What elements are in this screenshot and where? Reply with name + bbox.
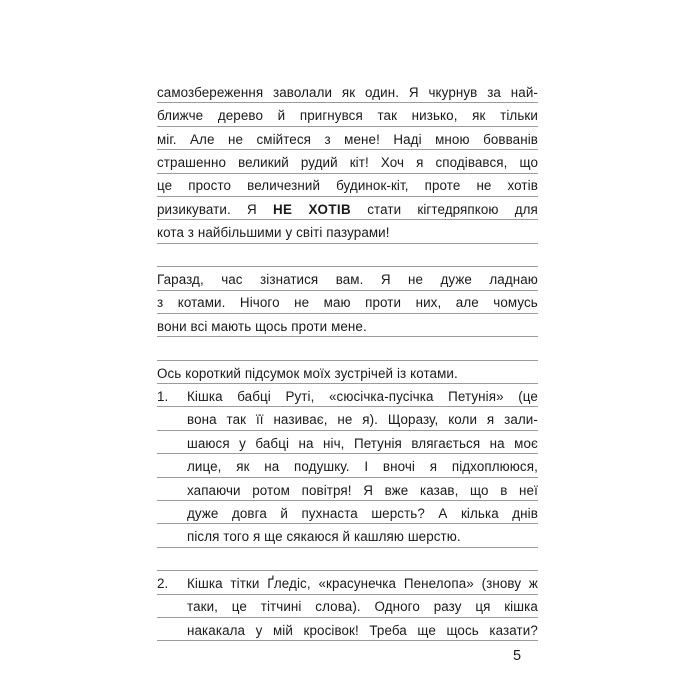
word: так xyxy=(377,108,398,124)
word: кота з найбільшими у світі пазурами! xyxy=(157,225,390,241)
word: Кішка xyxy=(187,576,223,592)
word: самозбереження xyxy=(157,84,264,100)
word: зізнатися xyxy=(260,272,319,288)
word: кіт! xyxy=(349,155,369,171)
word: дуже xyxy=(187,505,219,521)
word: Я xyxy=(408,84,419,100)
word: кілька xyxy=(460,505,499,521)
word: повітря! xyxy=(301,482,352,498)
word: як xyxy=(341,84,356,100)
word: Наді xyxy=(393,131,422,147)
line-text xyxy=(187,413,538,427)
word: влягається xyxy=(411,435,481,451)
text-line xyxy=(157,291,538,314)
word: казати? xyxy=(489,622,538,638)
text-line xyxy=(157,150,538,173)
text-line xyxy=(157,384,538,407)
word: заволали xyxy=(273,84,333,100)
line-text xyxy=(187,624,538,638)
text-line xyxy=(157,314,538,337)
word: це xyxy=(157,178,173,194)
word: Я xyxy=(363,482,374,498)
word: ротом xyxy=(252,482,290,498)
text-line xyxy=(157,267,538,290)
word: так xyxy=(226,412,247,428)
text-line xyxy=(157,478,538,501)
word: просто xyxy=(188,178,232,194)
word: бабці xyxy=(255,435,290,451)
word: дерево xyxy=(217,108,263,124)
word: вони всі мають щось проти мене. xyxy=(157,318,367,334)
word: неї xyxy=(519,482,538,498)
word: (це xyxy=(518,388,538,404)
line-text xyxy=(187,460,538,474)
word: вона xyxy=(187,412,217,428)
word: ще xyxy=(417,622,436,638)
word: не xyxy=(294,295,310,311)
word: смійтеся xyxy=(256,131,312,147)
word: низько, xyxy=(411,108,458,124)
emphasized-text: НЕ xyxy=(272,201,293,217)
word: не xyxy=(408,272,424,288)
line-text xyxy=(157,156,538,170)
line-text xyxy=(187,507,538,521)
word: підхоплююся, xyxy=(451,459,538,475)
word: на xyxy=(489,435,505,451)
line-text xyxy=(157,296,538,310)
line-text xyxy=(157,226,538,240)
word: з xyxy=(157,295,164,311)
word: Одного xyxy=(374,599,420,615)
page-number: 5 xyxy=(512,648,522,664)
word: на xyxy=(298,435,314,451)
line-text xyxy=(157,320,538,334)
list-marker: 2. xyxy=(157,576,169,592)
word: шерсть? xyxy=(371,505,425,521)
word: не xyxy=(476,178,492,194)
word: подушку. xyxy=(294,459,350,475)
word: один. xyxy=(365,84,400,100)
word: й xyxy=(277,108,286,124)
word: після того я ще сякаюся й кашляю шерстю. xyxy=(187,529,461,545)
word: я xyxy=(429,459,438,475)
word: що xyxy=(470,482,489,498)
word: А xyxy=(438,505,448,521)
page-text-body xyxy=(157,80,538,641)
word: них, xyxy=(415,295,442,311)
blank-ruled-line xyxy=(157,244,538,267)
line-text xyxy=(157,109,538,123)
line-text xyxy=(187,437,538,451)
word: як xyxy=(472,108,486,124)
word: страшенно xyxy=(157,155,227,171)
word: я xyxy=(416,155,424,171)
word: будинок-кіт, xyxy=(336,178,409,194)
word: Нічого xyxy=(239,295,280,311)
word: довга xyxy=(231,505,267,521)
word: мене! xyxy=(344,131,380,147)
word: Я xyxy=(246,201,257,217)
word: проти xyxy=(365,295,402,311)
word: Ось короткий підсумок моїх зустрічей із котами. xyxy=(157,365,458,381)
word: у xyxy=(255,622,263,638)
word: Хоч xyxy=(380,155,405,171)
word: мій xyxy=(273,622,293,638)
text-line xyxy=(157,197,538,220)
word: тільки xyxy=(500,108,538,124)
word: в xyxy=(500,482,508,498)
word: лице, xyxy=(187,459,222,475)
word: котами. xyxy=(177,295,226,311)
line-text xyxy=(157,86,538,100)
line-text xyxy=(187,530,538,544)
word: не xyxy=(337,412,353,428)
word: Гаразд, xyxy=(157,272,204,288)
text-line xyxy=(157,524,538,547)
emphasized-text: ХОТІВ xyxy=(308,201,352,217)
word: Петунія xyxy=(353,435,402,451)
word: Треба xyxy=(369,622,407,638)
word: у xyxy=(239,435,246,451)
text-line xyxy=(157,431,538,454)
word: з xyxy=(324,131,331,147)
word: накакала xyxy=(187,622,246,638)
blank-ruled-line xyxy=(157,548,538,571)
word: Руті, xyxy=(285,388,315,404)
word: кросівок! xyxy=(303,622,359,638)
line-text xyxy=(157,367,538,381)
word: бабці xyxy=(237,388,271,404)
word: й xyxy=(280,505,288,521)
text-line xyxy=(157,618,538,641)
text-line xyxy=(157,80,538,103)
text-line xyxy=(157,174,538,197)
word: вночі xyxy=(382,459,416,475)
word: Петунія» xyxy=(448,388,504,404)
text-line xyxy=(157,407,538,430)
word: Ґледіс, xyxy=(267,576,311,592)
word: стати xyxy=(367,201,402,217)
word: разу xyxy=(433,599,462,615)
line-text xyxy=(157,133,538,147)
word: маю xyxy=(323,295,351,311)
text-line xyxy=(157,501,538,524)
word: хапаючи xyxy=(187,482,241,498)
word: рудий xyxy=(300,155,338,171)
text-line xyxy=(157,571,538,594)
text-line xyxy=(157,361,538,384)
word: хотів xyxy=(507,178,538,194)
word: Щоразу, xyxy=(387,412,439,428)
word: кігтедряпкою xyxy=(417,201,499,217)
word: але xyxy=(455,295,479,311)
word: сподівався, xyxy=(435,155,508,171)
text-line xyxy=(157,595,538,618)
word: дуже xyxy=(440,272,472,288)
line-text xyxy=(157,273,538,287)
word: щось xyxy=(446,622,479,638)
word: я). xyxy=(362,412,378,428)
text-line xyxy=(157,127,538,150)
word: її xyxy=(255,412,264,428)
word: ладнаю xyxy=(489,272,538,288)
word: (знову xyxy=(481,576,522,592)
word: таки, xyxy=(187,599,218,615)
word: чомусь xyxy=(493,295,538,311)
word: І xyxy=(364,459,369,475)
word: зали- xyxy=(504,412,538,428)
word: бовванів xyxy=(483,131,538,147)
word: для xyxy=(514,201,538,217)
word: Я xyxy=(380,272,391,288)
word: пригнувся xyxy=(299,108,363,124)
word: як xyxy=(236,459,250,475)
word: я xyxy=(486,412,495,428)
word: ж xyxy=(528,576,538,592)
line-text xyxy=(187,484,538,498)
word: шаюся xyxy=(187,435,230,451)
text-line xyxy=(157,454,538,477)
line-text xyxy=(187,600,538,614)
word: мною xyxy=(435,131,470,147)
word: днів xyxy=(512,505,538,521)
word: називає, xyxy=(273,412,328,428)
word: великий xyxy=(238,155,289,171)
word: ризикувати. xyxy=(157,201,231,217)
text-line xyxy=(157,220,538,243)
word: не xyxy=(227,131,244,147)
blank-ruled-line xyxy=(157,337,538,360)
word: тітчині xyxy=(260,599,302,615)
word: ніч, xyxy=(323,435,345,451)
word: коли xyxy=(448,412,478,428)
word: проте xyxy=(424,178,461,194)
word: за xyxy=(487,84,501,100)
word: Кішка xyxy=(187,388,223,404)
word: слова). xyxy=(315,599,361,615)
word: що xyxy=(519,155,538,171)
word: казав, xyxy=(419,482,459,498)
word: кішка xyxy=(504,599,538,615)
word: ця xyxy=(475,599,491,615)
word: «красунечка xyxy=(318,576,397,592)
word: пухнаста xyxy=(301,505,358,521)
word: на xyxy=(264,459,280,475)
list-marker: 1. xyxy=(157,388,169,404)
word: величезний xyxy=(247,178,321,194)
word: «сюсічка-пусічка xyxy=(329,388,434,404)
word: ближче xyxy=(157,108,204,124)
word: міг. xyxy=(157,131,177,147)
word: Але xyxy=(190,131,215,147)
word: Пенелопа» xyxy=(403,576,474,592)
word: вже xyxy=(384,482,409,498)
word: най- xyxy=(510,84,538,100)
word: вам. xyxy=(335,272,364,288)
word: це xyxy=(231,599,247,615)
line-text xyxy=(157,203,538,217)
word: чкурнув xyxy=(428,84,478,100)
line-text xyxy=(187,390,538,404)
word: моє xyxy=(514,435,538,451)
line-text xyxy=(187,577,538,591)
text-line xyxy=(157,103,538,126)
line-text xyxy=(157,179,538,193)
word: тітки xyxy=(230,576,260,592)
word: час xyxy=(221,272,243,288)
